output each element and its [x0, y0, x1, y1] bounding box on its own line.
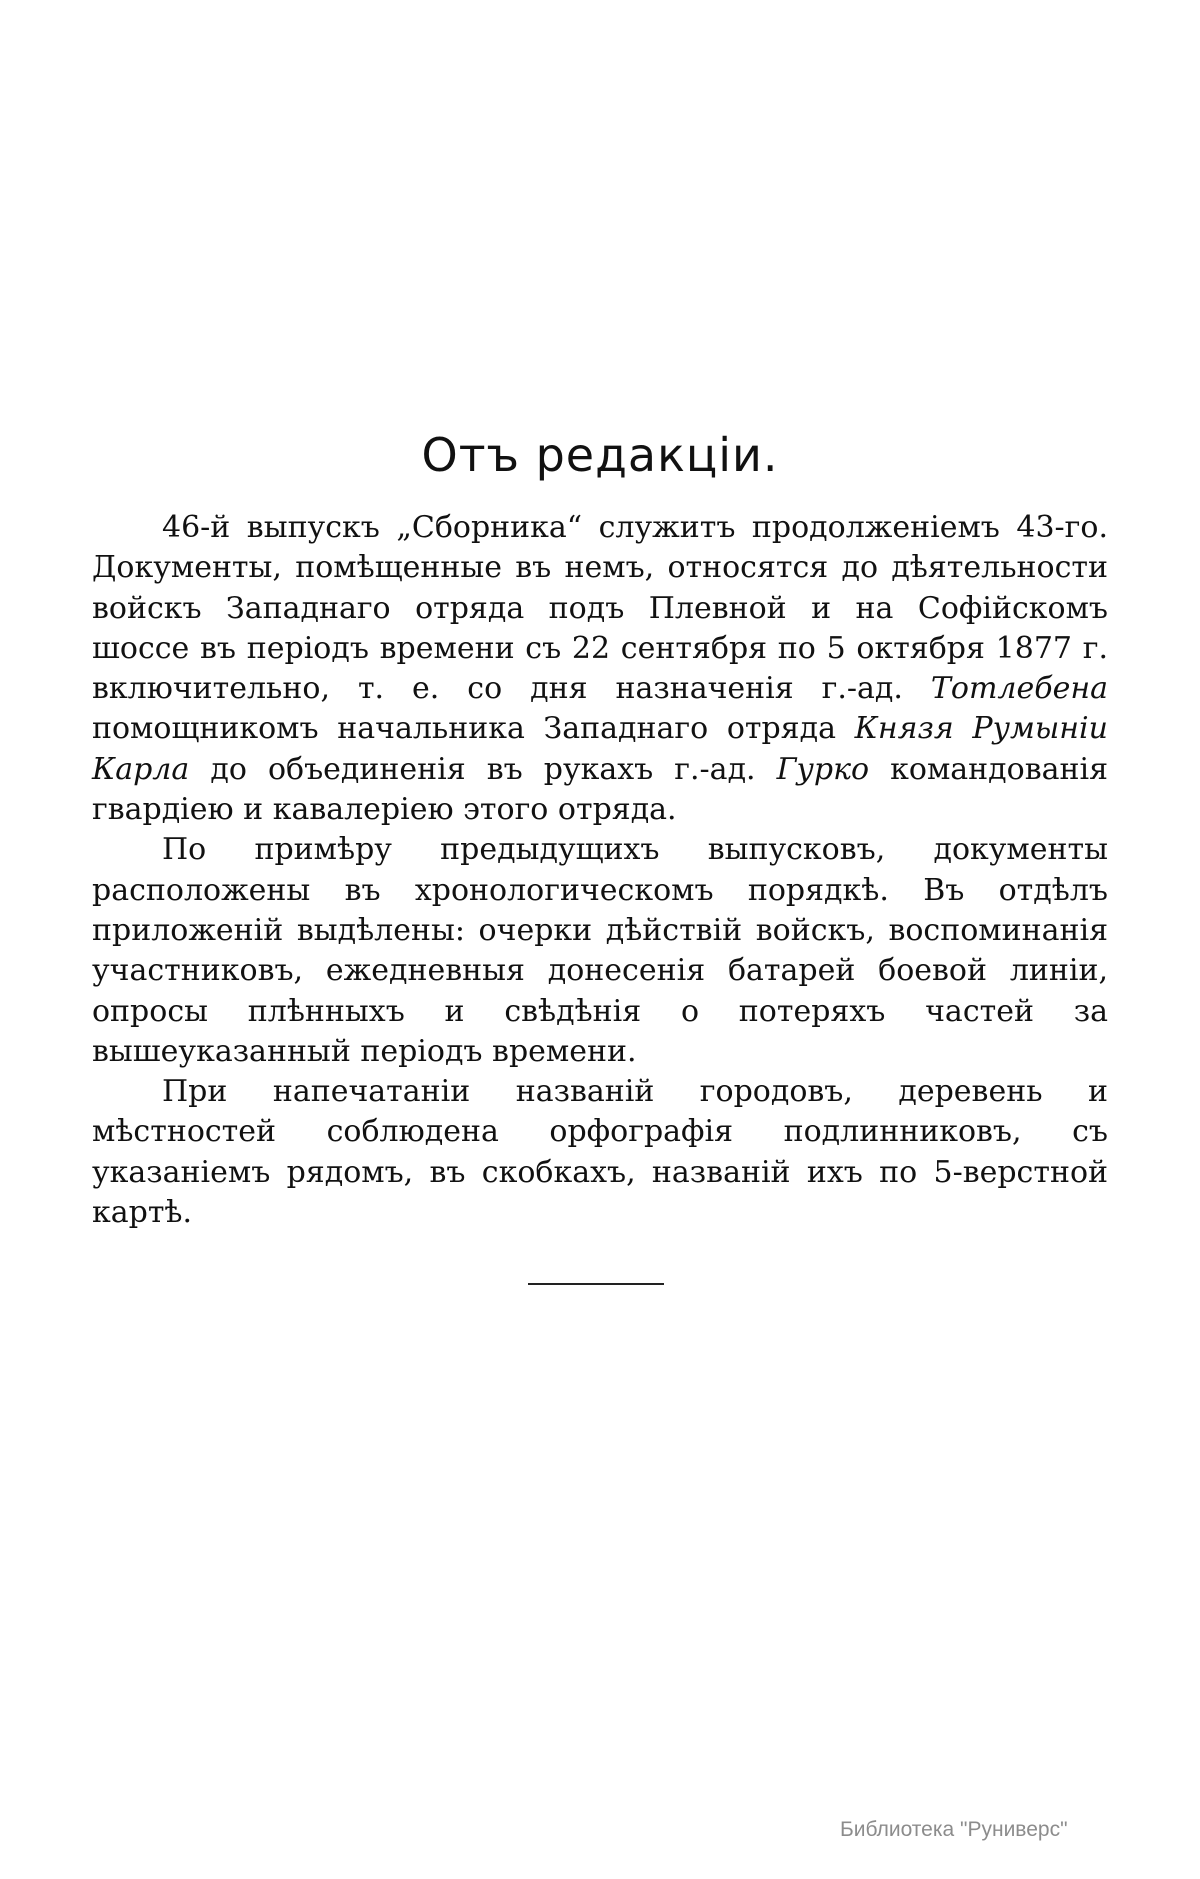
editorial-body	[92, 508, 1108, 1233]
italic-name-totleben: Тотлебена	[930, 671, 1108, 707]
paragraph-text: помощникомъ начальника Западнаго отряда	[92, 711, 855, 747]
paragraph-text: 46-й выпускъ „Сборника“ служитъ продолженіемъ 43-го. Документы, помѣщенные въ немъ, относятся до дѣятельности войскъ Западнаго отряда подъ Плевной и на Софійскомъ шоссе въ періодъ времени съ 22 сентября по 5 октября 1877 г. включительно, т. е. со дня назначенія г.-ад.	[92, 510, 1108, 707]
section-divider	[528, 1283, 664, 1285]
library-watermark: Библиотека "Руниверс"	[840, 1818, 1068, 1841]
paragraph-2	[92, 830, 1108, 1072]
paragraph-1	[92, 508, 1108, 830]
paragraph-text: По примѣру предыдущихъ выпусковъ, документы расположены въ хронологическомъ порядкѣ. Въ отдѣлъ приложеній выдѣлены: очерки дѣйствій войскъ, воспоминанія участниковъ, ежедневныя донесенія батарей боевой линіи, опросы плѣнныхъ и свѣдѣнія о потеряхъ частей за вышеуказанный періодъ времени.	[92, 832, 1108, 1069]
paragraph-3	[92, 1072, 1108, 1233]
italic-name-prince-karl: Князя Румыніи Карла	[92, 711, 1108, 787]
paragraph-text: При напечатаніи названій городовъ, деревень и мѣстностей соблюдена орфографія подлинниковъ, съ указаніемъ рядомъ, въ скобкахъ, названій ихъ по 5-верстной картѣ.	[92, 1074, 1108, 1231]
italic-name-gurko: Гурко	[776, 751, 870, 787]
paragraph-text: до объединенія въ рукахъ г.-ад.	[189, 751, 777, 787]
paragraph-text: командованія гвардіею и кавалеріею этого отряда.	[92, 751, 1109, 828]
page-title: Отъ редакціи.	[421, 428, 779, 482]
